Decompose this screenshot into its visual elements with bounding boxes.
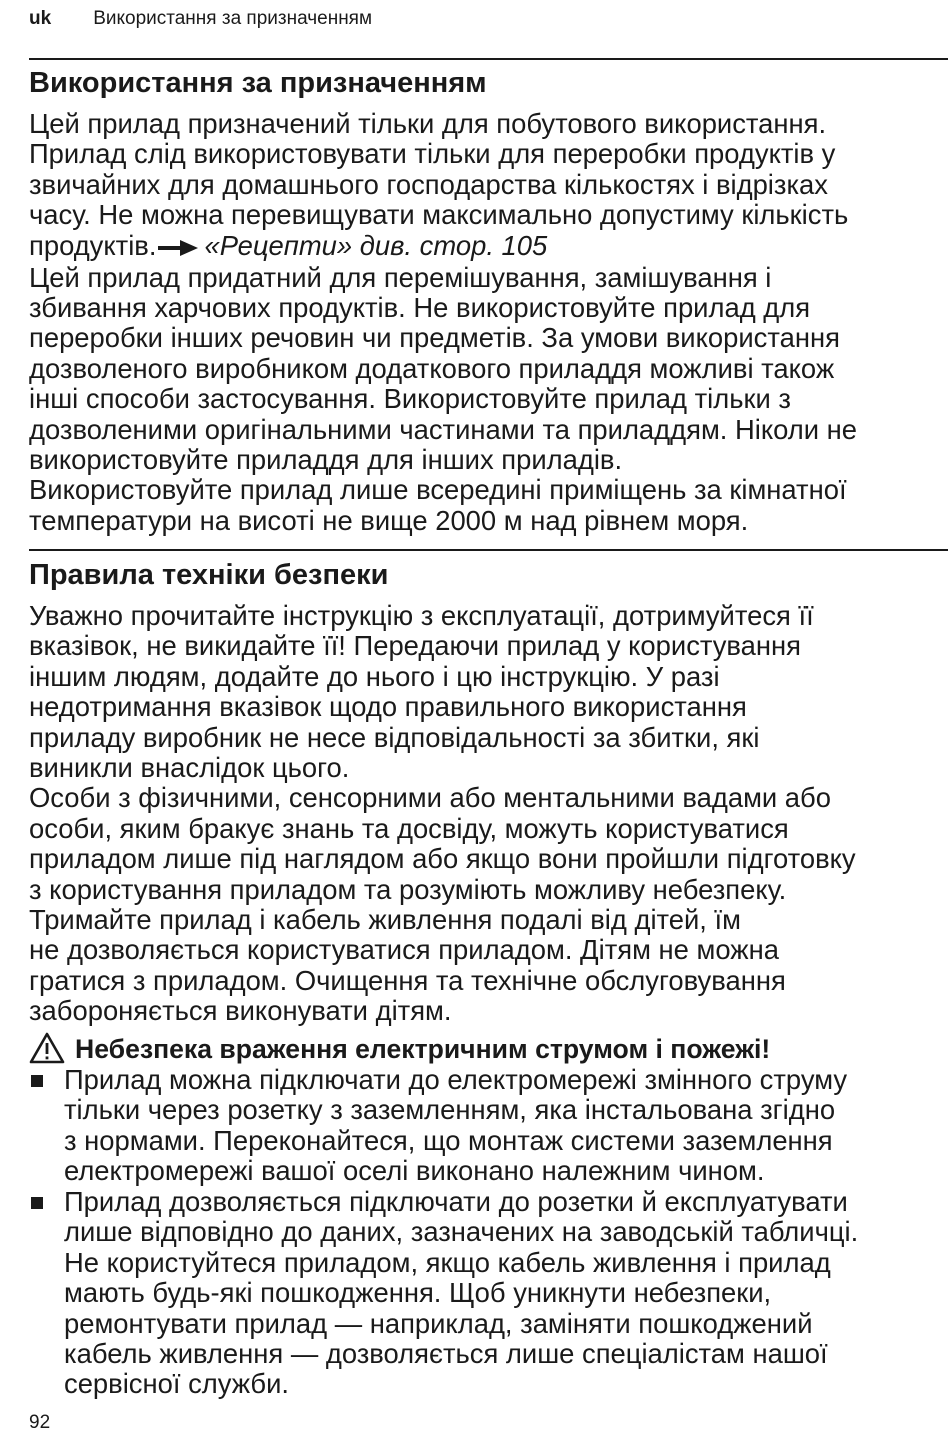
text-line: недотримання вказівок щодо правильного використання: [29, 691, 747, 723]
text-line: особи, яким бракує знань та досвіду, можуть користуватися: [29, 812, 789, 844]
list-item: [29, 1065, 950, 1187]
warning-heading: [29, 1032, 770, 1066]
text-line: тільки через розетку з заземленням, яка інстальована згідно: [64, 1094, 836, 1126]
text-line: Цей прилад придатний для перемішування, замішування і: [29, 261, 772, 293]
list-item: [29, 1187, 950, 1400]
text-line: мають будь-які пошкодження. Щоб уникнути небезпеки,: [64, 1277, 772, 1309]
text-line: сервісної служби.: [64, 1368, 289, 1400]
text-line: [29, 231, 950, 263]
text-fragment: продуктів.: [29, 229, 157, 261]
text-line: виникли внаслідок цього.: [29, 752, 350, 784]
text-line: Використовуйте прилад лише всередині приміщень за кімнатної: [29, 474, 847, 506]
text-line: лише відповідно до даних, зазначених на заводській табличці.: [64, 1216, 859, 1248]
safety-text: [29, 601, 950, 1027]
text-line: інші способи застосування. Використовуйте прилад тільки з: [29, 383, 791, 415]
arrow-right-icon: [158, 232, 198, 262]
text-line: Прилад слід використовувати тільки для переробки продуктів у: [29, 138, 836, 170]
text-line: приладу виробник не несе відповідальності за збитки, які: [29, 721, 760, 753]
warning-triangle-icon: [29, 1032, 65, 1064]
text-line: Тримайте прилад і кабель живлення подалі від дітей, їм: [29, 904, 741, 936]
section-divider: [29, 549, 948, 551]
text-line: звичайних для домашнього господарства кількостях і відрізках: [29, 168, 828, 200]
text-line: кабель живлення — дозволяється лише спеціалістам нашої: [64, 1338, 828, 1370]
text-line: приладом лише під наглядом або якщо вони пройшли підготовку: [29, 843, 856, 875]
text-line: не дозволяється користуватися приладом. Дітям не можна: [29, 934, 779, 966]
bullet-square-icon: [31, 1075, 43, 1087]
text-line: з користування приладом та розуміють можливу небезпеку.: [29, 873, 787, 905]
text-line: Не користуйтеся приладом, якщо кабель живлення і прилад: [64, 1246, 831, 1278]
recipes-page-reference[interactable]: «Рецепти» див. стор. 105: [204, 229, 548, 261]
text-line: гратися з приладом. Очищення та технічне обслуговування: [29, 964, 786, 996]
text-line: дозволеного виробником додаткового приладдя можливі також: [29, 352, 835, 384]
text-line: температури на висоті не вище 2000 м над рівнем моря.: [29, 504, 749, 536]
text-line: збивання харчових продуктів. Не використовуйте прилад для: [29, 292, 811, 323]
text-line: забороняється виконувати дітям.: [29, 995, 452, 1027]
section-title-intended-use: Використання за призначенням: [29, 67, 487, 99]
text-line: Уважно прочитайте інструкцію з експлуатації, дотримуйтеся її: [29, 600, 814, 631]
text-line: іншим людям, додайте до нього і цю інструкцію. У разі: [29, 660, 720, 692]
text-line: Особи з фізичними, сенсорними або ментальними вадами або: [29, 782, 831, 814]
text-line: електромережі вашої оселі виконано належним чином.: [64, 1155, 765, 1187]
text-line: використовуйте приладдя для інших приладів.: [29, 444, 623, 476]
section-divider: [29, 58, 948, 60]
text-line: Цей прилад призначений тільки для побутового використання.: [29, 108, 827, 139]
text-line: часу. Не можна перевищувати максимально допустиму кількість: [29, 199, 849, 231]
bullet-square-icon: [31, 1197, 43, 1209]
text-line: з нормами. Переконайтеся, що монтаж системи заземлення: [64, 1124, 833, 1156]
text-line: вказівок, не викидайте її! Передаючи прилад у користування: [29, 630, 801, 662]
section-title-safety: Правила техніки безпеки: [29, 559, 389, 591]
text-line: ремонтувати прилад — наприклад, заміняти пошкоджений: [64, 1307, 813, 1339]
text-line: Прилад дозволяється підключати до розетки й експлуатувати: [64, 1186, 848, 1217]
page-number: 92: [29, 1412, 51, 1433]
text-line: переробки інших речовин чи предметів. За умови використання: [29, 322, 840, 354]
header-title: Використання за призначенням: [93, 8, 373, 29]
warning-text: Небезпека враження електричним струмом і пожежі!: [75, 1034, 771, 1064]
running-header: [29, 8, 372, 30]
text-line: дозволеними оригінальними частинами та приладдям. Ніколи не: [29, 413, 858, 445]
language-code: uk: [29, 8, 52, 29]
text-line: Прилад можна підключати до електромережі змінного струму: [64, 1064, 848, 1095]
intended-use-text: [29, 109, 950, 536]
